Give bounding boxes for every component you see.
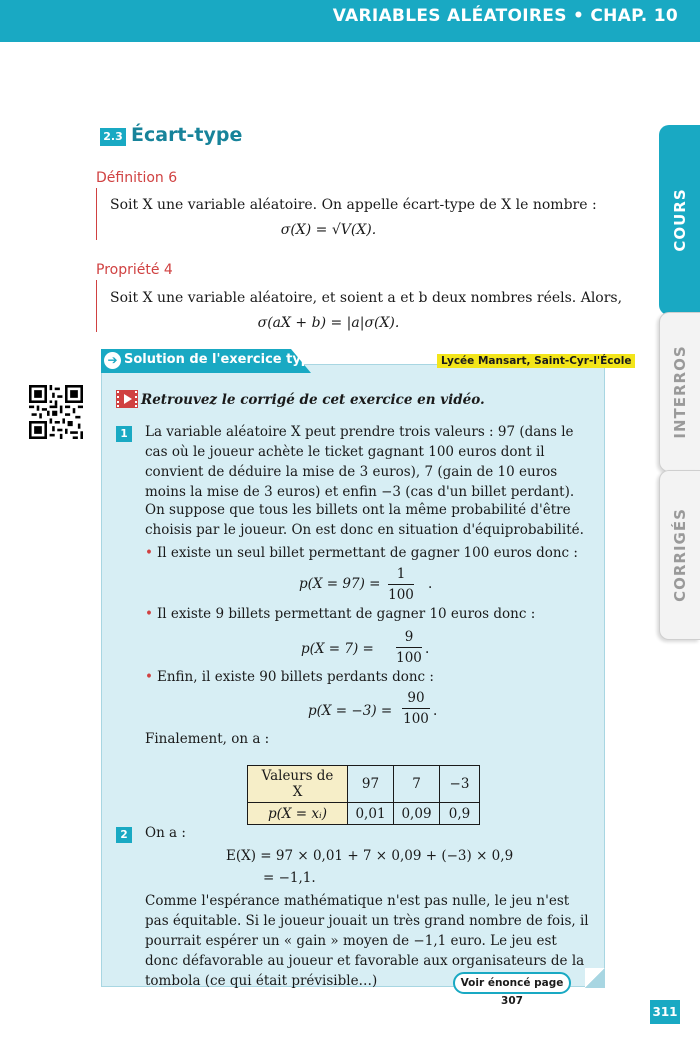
bullet-dot-icon: • [145, 669, 153, 685]
bullet-2-text: Il existe 9 billets permettant de gagner 10 euros donc : [156, 606, 536, 622]
see-statement-button[interactable]: Voir énoncé page 307 [453, 972, 571, 994]
equation-1-left: p(X = 97) = [299, 576, 381, 592]
question-number-2: 2 [116, 827, 132, 843]
school-badge: Lycée Mansart, Saint-Cyr-l'École [437, 354, 635, 368]
tab-corriges[interactable] [659, 470, 700, 640]
fraction-2-numerator: 9 [404, 629, 414, 645]
table-cell: −3 [440, 766, 480, 803]
finally-text: Finalement, on a : [145, 731, 270, 747]
equation-2-period: . [425, 641, 430, 657]
q1-paragraph-1: La variable aléatoire X peut prendre trois valeurs : 97 (dans le cas où le joueur achète le ticket gagnant 100 euros dont il convient de déduire la mise de 3 euros), 7 (gain de 10 euros moins la mise de 3 euros) et enfin −3 (cas d'un billet perdant). [145, 424, 575, 500]
property-text: Soit X une variable aléatoire, et soient a et b deux nombres réels. Alors, [110, 290, 623, 306]
equation-3-left: p(X = −3) = [308, 703, 393, 719]
bullet-dot-icon: • [145, 606, 153, 622]
video-link-text[interactable]: Retrouvez le corrigé de cet exercice en vidéo. [141, 392, 485, 408]
q1-paragraph-2: On suppose que tous les billets ont la même probabilité d'être choisis par le joueur. On est donc en situation d'équiprobabilité. [145, 502, 584, 538]
header-bar [0, 0, 700, 42]
fraction-2-bar [396, 647, 422, 648]
bullet-1-text: Il existe un seul billet permettant de gagner 100 euros donc : [156, 545, 578, 561]
fraction-1-denominator: 100 [388, 587, 414, 603]
bullet-3-text: Enfin, il existe 90 billets perdants donc : [156, 669, 434, 685]
tab-cours[interactable] [659, 125, 700, 315]
tab-corriges-label: CORRIGÉS [671, 508, 689, 602]
table-cell: p(X = xᵢ) [248, 803, 348, 825]
bullet-dot-icon: • [145, 545, 153, 561]
table-row [248, 766, 480, 803]
tab-cours-label: COURS [670, 188, 689, 252]
property-formula: σ(aX + b) = |a|σ(X). [257, 315, 400, 331]
fraction-1 [388, 566, 414, 603]
fraction-1-numerator: 1 [396, 566, 406, 582]
bullet-item-3 [145, 667, 434, 687]
chapter-title: VARIABLES ALÉATOIRES • CHAP. 10 [332, 6, 678, 26]
table-cell: 0,01 [348, 803, 394, 825]
fraction-3-bar [402, 708, 430, 709]
tab-interros-label: INTERROS [671, 345, 689, 439]
q2-conclusion: Comme l'espérance mathématique n'est pas nulle, le jeu n'est pas équitable. Si le joueur jouait un très grand nombre de fois, il pourrait espérer un « gain » moyen de −1,1 euro. Le jeu est donc défavorable au joueur et favorable aux organisateurs de la tombola (ce qui était prévisible…) [145, 893, 589, 989]
bullet-item-1 [145, 543, 578, 563]
fraction-3 [402, 690, 430, 727]
tab-interros[interactable] [659, 312, 700, 472]
section-number: 2.3 [100, 128, 126, 146]
page-number: 311 [650, 1000, 680, 1024]
question-number-1: 1 [116, 426, 132, 442]
fraction-3-numerator: 90 [407, 690, 425, 706]
fraction-3-denominator: 100 [403, 711, 429, 727]
q2-equation-line-2: = −1,1. [263, 870, 316, 886]
equation-1-period: . [428, 576, 433, 592]
section-title: Écart-type [131, 124, 243, 146]
table-row [248, 803, 480, 825]
solution-header: Solution de l'exercice type [124, 352, 319, 367]
q2-equation-line-1: E(X) = 97 × 0,01 + 7 × 0,09 + (−3) × 0,9 [226, 848, 514, 864]
table-cell: 7 [394, 766, 440, 803]
bullet-item-2 [145, 604, 535, 624]
definition-formula: σ(X) = √V(X). [280, 222, 377, 238]
table-cell: 0,09 [394, 803, 440, 825]
fraction-1-bar [388, 584, 414, 585]
fraction-2 [396, 629, 422, 666]
qr-code-icon[interactable] [29, 385, 83, 439]
fraction-2-denominator: 100 [396, 650, 422, 666]
definition-text: Soit X une variable aléatoire. On appelle écart-type de X le nombre : [110, 197, 597, 213]
equation-2-left: p(X = 7) = [301, 641, 374, 657]
table-cell: Valeurs de X [248, 766, 348, 803]
probability-table [247, 765, 480, 825]
table-cell: 97 [348, 766, 394, 803]
arrow-right-icon: ➔ [104, 352, 121, 369]
video-icon[interactable] [116, 389, 138, 409]
table-cell: 0,9 [440, 803, 480, 825]
definition-label: Définition 6 [96, 170, 178, 186]
q2-intro: On a : [145, 825, 186, 841]
equation-3-period: . [433, 703, 438, 719]
property-label: Propriété 4 [96, 262, 173, 278]
